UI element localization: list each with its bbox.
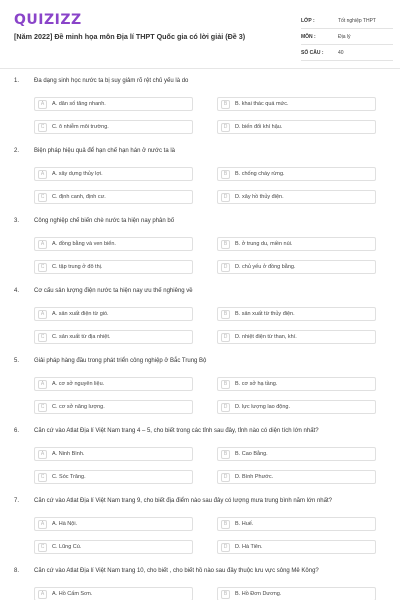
question-7 bbox=[0, 498, 400, 568]
question-number: 4. bbox=[14, 288, 20, 294]
question-1 bbox=[0, 78, 400, 148]
option-letter-badge: D bbox=[221, 333, 230, 342]
option-b[interactable] bbox=[217, 237, 376, 251]
page-header bbox=[0, 0, 400, 64]
option-letter-badge: C bbox=[38, 403, 47, 412]
option-text: B. khai thác quá mức. bbox=[235, 101, 289, 107]
option-a[interactable] bbox=[34, 517, 193, 531]
count-label: SỐ CÂU : bbox=[301, 49, 324, 56]
option-text: C. cơ sở năng lượng. bbox=[52, 404, 105, 410]
option-letter-badge: D bbox=[221, 543, 230, 552]
option-a[interactable] bbox=[34, 377, 193, 391]
option-text: A. Hà Nội. bbox=[52, 521, 78, 527]
question-text: Căn cứ vào Atlat Địa lí Việt Nam trang 9, cho biết địa điểm nào sau đây có lượng mưa trung bình năm lớn nhất? bbox=[34, 498, 332, 504]
option-text: C. sản xuất từ địa nhiệt. bbox=[52, 334, 111, 340]
option-d[interactable] bbox=[217, 540, 376, 554]
subject-value: Địa lý bbox=[338, 33, 351, 40]
document-title: [Năm 2022] Đề minh họa môn Địa lí THPT Quốc gia có lời giải (Đề 3) bbox=[14, 32, 246, 41]
question-4 bbox=[0, 288, 400, 358]
meta-table bbox=[301, 13, 393, 61]
option-letter-badge: D bbox=[221, 263, 230, 272]
option-letter-badge: C bbox=[38, 263, 47, 272]
option-c[interactable] bbox=[34, 330, 193, 344]
question-text: Căn cứ vào Atlat Địa lí Việt Nam trang 10, cho biết , cho biết hồ nào sau đây thuộc lưu vực sông Mê Kông? bbox=[34, 568, 319, 574]
option-c[interactable] bbox=[34, 120, 193, 134]
option-a[interactable] bbox=[34, 447, 193, 461]
option-d[interactable] bbox=[217, 120, 376, 134]
option-text: B. ở trung du, miền núi. bbox=[235, 241, 293, 247]
option-text: A. sản xuất điện từ gió. bbox=[52, 311, 109, 317]
option-b[interactable] bbox=[217, 447, 376, 461]
option-text: A. xây dựng thủy lợi. bbox=[52, 171, 103, 177]
option-text: B. Hồ Đơn Dương. bbox=[235, 591, 282, 597]
option-text: D. nhiệt điện từ than, khí. bbox=[235, 334, 297, 340]
question-text: Đa dạng sinh học nước ta bị suy giảm rõ rệt chủ yếu là do bbox=[34, 78, 189, 84]
option-b[interactable] bbox=[217, 97, 376, 111]
option-letter-badge: B bbox=[221, 520, 230, 529]
option-text: B. Huế. bbox=[235, 521, 254, 527]
question-number: 5. bbox=[14, 358, 20, 364]
option-letter-badge: C bbox=[38, 473, 47, 482]
question-number: 1. bbox=[14, 78, 20, 84]
question-list bbox=[0, 78, 400, 600]
option-letter-badge: C bbox=[38, 543, 47, 552]
option-text: A. dân số tăng nhanh. bbox=[52, 101, 106, 107]
meta-row-subject bbox=[301, 29, 393, 45]
option-text: C. tập trung ở đô thị. bbox=[52, 264, 103, 270]
option-letter-badge: A bbox=[38, 590, 47, 599]
option-letter-badge: A bbox=[38, 100, 47, 109]
option-text: A. Ninh Bình. bbox=[52, 451, 85, 457]
option-letter-badge: A bbox=[38, 380, 47, 389]
option-text: C. Lũng Cú. bbox=[52, 544, 82, 550]
option-text: A. cơ sở nguyên liệu. bbox=[52, 381, 105, 387]
option-letter-badge: A bbox=[38, 450, 47, 459]
option-text: B. sản xuất từ thủy điện. bbox=[235, 311, 295, 317]
option-letter-badge: B bbox=[221, 450, 230, 459]
question-number: 7. bbox=[14, 498, 20, 504]
option-letter-badge: A bbox=[38, 520, 47, 529]
question-text: Biện pháp hiệu quả để hạn chế hạn hán ở nước ta là bbox=[34, 148, 175, 154]
option-d[interactable] bbox=[217, 260, 376, 274]
option-letter-badge: A bbox=[38, 170, 47, 179]
option-a[interactable] bbox=[34, 97, 193, 111]
option-letter-badge: A bbox=[38, 240, 47, 249]
option-letter-badge: B bbox=[221, 240, 230, 249]
option-c[interactable] bbox=[34, 540, 193, 554]
option-text: D. biến đổi khí hậu. bbox=[235, 124, 283, 130]
meta-row-count bbox=[301, 45, 393, 61]
subject-label: MÔN : bbox=[301, 33, 316, 40]
option-letter-badge: B bbox=[221, 590, 230, 599]
question-6 bbox=[0, 428, 400, 498]
option-c[interactable] bbox=[34, 470, 193, 484]
option-text: A. Hồ Cấm Sơn. bbox=[52, 591, 93, 597]
question-text: Căn cứ vào Atlat Địa lí Việt Nam trang 4 – 5, cho biết trong các tỉnh sau đây, tỉnh nào có diện tích lớn nhất? bbox=[34, 428, 319, 434]
question-8 bbox=[0, 568, 400, 600]
option-text: D. Hà Tiên. bbox=[235, 544, 263, 550]
option-letter-badge: D bbox=[221, 473, 230, 482]
option-text: C. định canh, định cư. bbox=[52, 194, 106, 200]
option-letter-badge: C bbox=[38, 333, 47, 342]
question-text: Giải pháp hàng đầu trong phát triển công nghiệp ở Bắc Trung Bộ bbox=[34, 358, 207, 364]
option-a[interactable] bbox=[34, 167, 193, 181]
option-d[interactable] bbox=[217, 400, 376, 414]
question-text: Cơ cấu sản lượng điện nước ta hiện nay ưu thế nghiêng về bbox=[34, 288, 193, 294]
option-text: B. Cao Bằng. bbox=[235, 451, 268, 457]
option-d[interactable] bbox=[217, 330, 376, 344]
option-letter-badge: B bbox=[221, 310, 230, 319]
option-text: D. chủ yếu ở đồng bằng. bbox=[235, 264, 296, 270]
option-b[interactable] bbox=[217, 307, 376, 321]
option-d[interactable] bbox=[217, 190, 376, 204]
option-letter-badge: B bbox=[221, 380, 230, 389]
option-b[interactable] bbox=[217, 377, 376, 391]
question-text: Công nghiệp chế biến chè nước ta hiện nay phân bố bbox=[34, 218, 175, 224]
class-value: Tốt nghiệp THPT bbox=[338, 17, 376, 24]
option-a[interactable] bbox=[34, 587, 193, 600]
question-number: 8. bbox=[14, 568, 20, 574]
option-text: D. Bình Phước. bbox=[235, 474, 274, 480]
option-text: C. Sóc Trăng. bbox=[52, 474, 86, 480]
question-number: 2. bbox=[14, 148, 20, 154]
question-3 bbox=[0, 218, 400, 288]
option-letter-badge: D bbox=[221, 403, 230, 412]
question-2 bbox=[0, 148, 400, 218]
class-label: LỚP : bbox=[301, 17, 315, 24]
option-b[interactable] bbox=[217, 517, 376, 531]
option-text: C. ô nhiễm môi trường. bbox=[52, 124, 109, 130]
option-c[interactable] bbox=[34, 190, 193, 204]
option-letter-badge: C bbox=[38, 123, 47, 132]
question-5 bbox=[0, 358, 400, 428]
option-b[interactable] bbox=[217, 167, 376, 181]
question-number: 6. bbox=[14, 428, 20, 434]
quizizz-logo: QUIZIZZ bbox=[14, 12, 82, 28]
option-b[interactable] bbox=[217, 587, 376, 600]
option-letter-badge: D bbox=[221, 193, 230, 202]
option-letter-badge: C bbox=[38, 193, 47, 202]
option-letter-badge: A bbox=[38, 310, 47, 319]
question-number: 3. bbox=[14, 218, 20, 224]
meta-row-class bbox=[301, 13, 393, 29]
option-text: B. chống cháy rừng. bbox=[235, 171, 285, 177]
option-a[interactable] bbox=[34, 237, 193, 251]
option-text: D. xây hồ thủy điện. bbox=[235, 194, 284, 200]
count-value: 40 bbox=[338, 49, 344, 56]
option-text: B. cơ sở hạ tầng. bbox=[235, 381, 278, 387]
option-d[interactable] bbox=[217, 470, 376, 484]
option-letter-badge: B bbox=[221, 100, 230, 109]
option-text: A. đồng bằng và ven biển. bbox=[52, 241, 116, 247]
option-letter-badge: D bbox=[221, 123, 230, 132]
option-c[interactable] bbox=[34, 260, 193, 274]
header-divider bbox=[0, 68, 400, 69]
option-c[interactable] bbox=[34, 400, 193, 414]
option-letter-badge: B bbox=[221, 170, 230, 179]
option-text: D. lực lượng lao động. bbox=[235, 404, 290, 410]
option-a[interactable] bbox=[34, 307, 193, 321]
